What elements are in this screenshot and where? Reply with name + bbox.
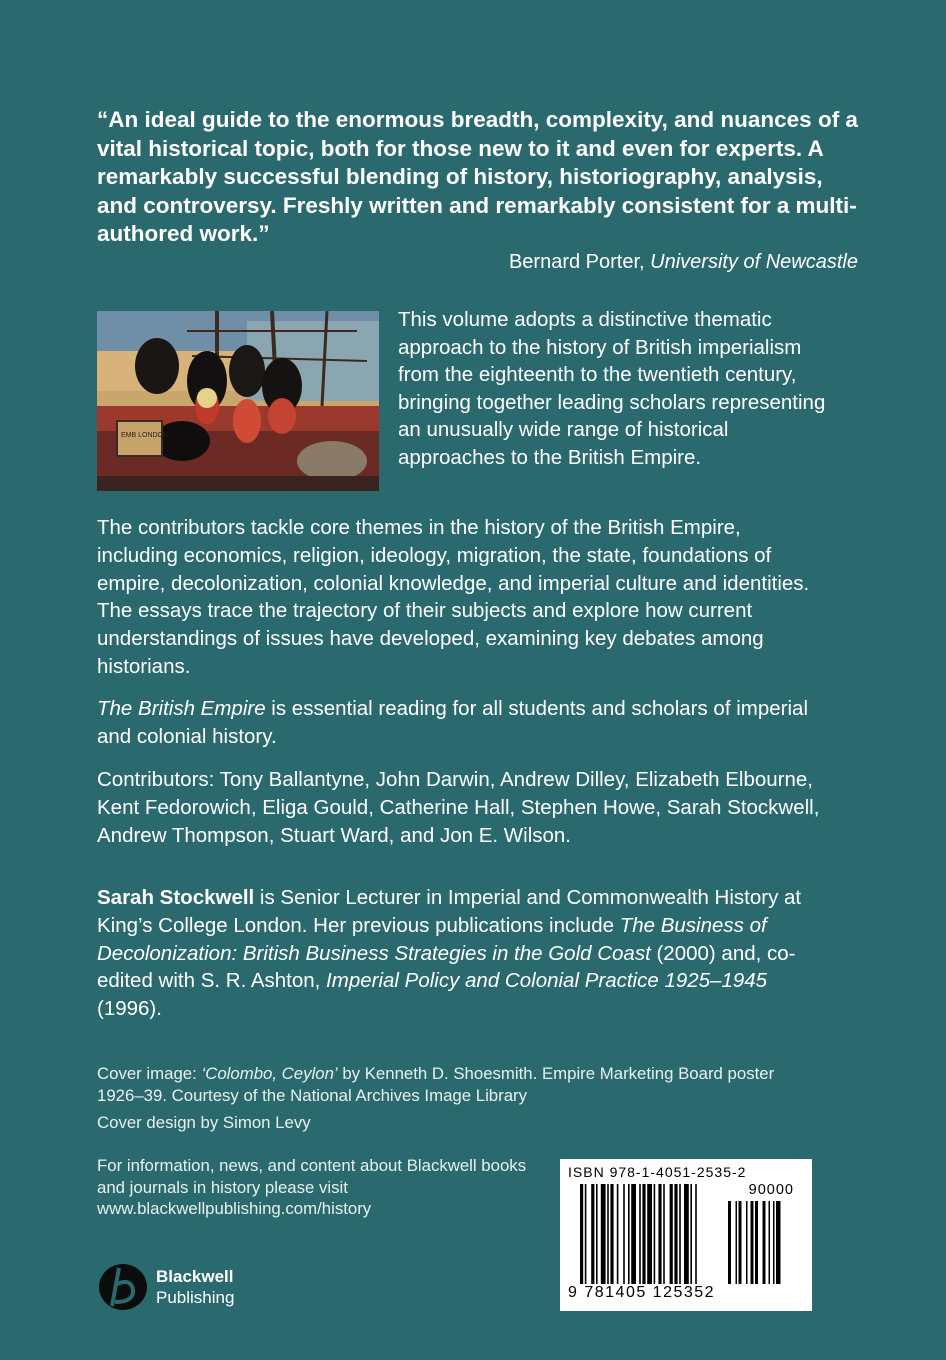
credit-rest: by Kenneth D. Shoesmith. Empire Marketing Board poster 1926–39. Courtesy of the National Archives Image Library — [97, 1064, 775, 1105]
isbn-text: ISBN 978-1-4051-2535-2 — [568, 1164, 747, 1180]
publisher-name — [156, 1266, 234, 1308]
contributors-paragraph: Contributors: Tony Ballantyne, John Darwin, Andrew Dilley, Elizabeth Elbourne, Kent Fedorowich, Eliga Gould, Catherine Hall, Stephen Howe, Sarah Stockwell, Andrew Thompson, Stuart Ward, and Jon E. Wilson. — [97, 768, 820, 847]
bio-text-1: is Senior Lecturer in Imperial and Commonwealth History at King’s College London. Her previous publications include — [97, 886, 802, 937]
publisher-info: For information, news, and content about Blackwell books and journals in history please visit www.blackwellpublishing.com/history — [97, 1156, 527, 1218]
blackwell-logo — [97, 1262, 297, 1312]
themes-paragraph: The contributors tackle core themes in the history of the British Empire, including economics, religion, ideology, migration, the state, foundations of empire, decolonization, colonial knowledge, and imperial culture and identities. The essays trace the trajectory of their subjects and explore how current understandings of issues have developed, examining key debates among historians. — [97, 516, 810, 678]
bio-book-1: The Business of Decolonization: British Business Strategies in the Gold Coast — [97, 913, 767, 965]
cover-design-credit: Cover design by Simon Levy — [97, 1113, 311, 1132]
publisher-name-main: Blackwell — [156, 1267, 234, 1286]
cover-image-credit — [97, 1063, 797, 1106]
quote-affiliation: University of Newcastle — [650, 251, 858, 273]
credit-prefix: Cover image: — [97, 1064, 202, 1083]
review-quote: “An ideal guide to the enormous breadth, complexity, and nuances of a vital historical topic, both for those new to it and even for experts. A remarkably successful blending of history, historiography, analysis, and controversy. Freshly written and remarkably consistent for a multi-authored work.” — [97, 107, 858, 246]
barcode-digits: 9 781405 125352 — [568, 1284, 716, 1301]
cover-illustration — [97, 311, 379, 491]
publisher-name-sub: Publishing — [156, 1288, 235, 1307]
blackwell-b-icon — [97, 1262, 149, 1312]
isbn-barcode — [560, 1159, 812, 1311]
essential-paragraph — [97, 695, 827, 751]
bio-text-2: (2000) and, co-edited with S. R. Ashton, — [97, 941, 796, 993]
author-name: Sarah Stockwell — [97, 886, 255, 909]
quote-author: Bernard Porter, — [508, 251, 645, 273]
bio-text-3: (1996). — [97, 997, 162, 1021]
quote-attribution — [509, 249, 858, 275]
price-code: 90000 — [748, 1182, 794, 1198]
book-title: The British Empire — [97, 697, 266, 720]
essential-rest: is essential reading for all students and scholars of imperial and colonial history. — [97, 697, 808, 748]
intro-paragraph: This volume adopts a distinctive thematic approach to the history of British imperialism from the eighteenth to the twentieth century, bringing together leading scholars representing an unusually wide range of historical approaches to the British Empire. — [398, 308, 826, 469]
crate-label: EMB LONDON — [121, 432, 169, 439]
author-bio — [97, 884, 827, 1023]
bio-book-2: Imperial Policy and Colonial Practice 1925–1945 — [326, 969, 768, 993]
credit-title: ‘Colombo, Ceylon’ — [201, 1064, 338, 1083]
